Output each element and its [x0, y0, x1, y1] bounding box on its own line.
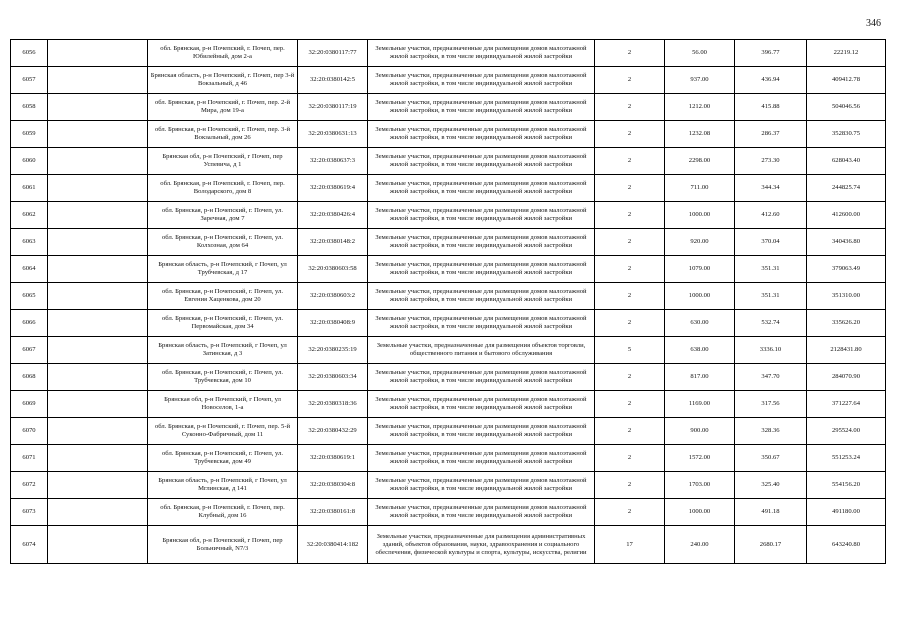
address-cell: Брянская обл, р-н Почепский, г Почеп, пер Больничный, N7/3	[148, 526, 298, 564]
empty-cell	[48, 391, 148, 418]
table-row	[11, 148, 886, 175]
address-cell: Брянская область, р-н Почепский, г. Почеп, пер 3-й Вокзальный, д 46	[148, 67, 298, 94]
cadastral-value-cell: 335626.20	[807, 310, 886, 337]
row-number: 6063	[11, 229, 48, 256]
cadastral-number-cell: 32:20:0380426:4	[298, 202, 368, 229]
area-cell: 1703.00	[665, 472, 735, 499]
cadastral-value-cell: 551253.24	[807, 445, 886, 472]
cadastral-number-cell: 32:20:0380148:2	[298, 229, 368, 256]
address-cell: Брянская обл, р-н Почепский, г Почеп, пер Успевича, д 1	[148, 148, 298, 175]
cadastral-value-cell: 504046.56	[807, 94, 886, 121]
land-use-cell: Земельные участки, предназначенные для размещения домов малоэтажной жилой застройки, в том числе индивидуальной жилой застройки	[368, 364, 595, 391]
land-use-cell: Земельные участки, предназначенные для размещения объектов торговли, общественного питания и бытового обслуживания	[368, 337, 595, 364]
specific-value-cell: 491.18	[735, 499, 807, 526]
row-number: 6062	[11, 202, 48, 229]
specific-value-cell: 317.56	[735, 391, 807, 418]
land-use-cell: Земельные участки, предназначенные для размещения домов малоэтажной жилой застройки, в том числе индивидуальной жилой застройки	[368, 148, 595, 175]
group-cell: 2	[595, 175, 665, 202]
group-cell: 2	[595, 364, 665, 391]
specific-value-cell: 412.60	[735, 202, 807, 229]
empty-cell	[48, 256, 148, 283]
address-cell: обл. Брянская, р-н Почепский, г. Почеп, пер. Юбилейный, дом 2-а	[148, 40, 298, 67]
specific-value-cell: 351.31	[735, 283, 807, 310]
land-use-cell: Земельные участки, предназначенные для размещения домов малоэтажной жилой застройки, в том числе индивидуальной жилой застройки	[368, 67, 595, 94]
empty-cell	[48, 445, 148, 472]
empty-cell	[48, 202, 148, 229]
address-cell: обл. Брянская, р-н Почепский, г. Почеп, пер. Володарского, дом 8	[148, 175, 298, 202]
empty-cell	[48, 526, 148, 564]
group-cell: 2	[595, 418, 665, 445]
land-use-cell: Земельные участки, предназначенные для размещения домов малоэтажной жилой застройки, в том числе индивидуальной жилой застройки	[368, 418, 595, 445]
table-row	[11, 472, 886, 499]
row-number: 6067	[11, 337, 48, 364]
empty-cell	[48, 121, 148, 148]
group-cell: 2	[595, 499, 665, 526]
cadastral-value-cell: 409412.78	[807, 67, 886, 94]
land-use-cell: Земельные участки, предназначенные для размещения домов малоэтажной жилой застройки, в том числе индивидуальной жилой застройки	[368, 472, 595, 499]
cadastral-number-cell: 32:20:0380142:5	[298, 67, 368, 94]
cadastral-number-cell: 32:20:0380414:182	[298, 526, 368, 564]
table-row	[11, 526, 886, 564]
table-row	[11, 121, 886, 148]
cadastral-value-cell: 412600.00	[807, 202, 886, 229]
row-number: 6066	[11, 310, 48, 337]
group-cell: 2	[595, 148, 665, 175]
group-cell: 2	[595, 94, 665, 121]
cadastral-number-cell: 32:20:0380117:77	[298, 40, 368, 67]
area-cell: 1000.00	[665, 202, 735, 229]
cadastral-value-cell: 295524.00	[807, 418, 886, 445]
specific-value-cell: 532.74	[735, 310, 807, 337]
specific-value-cell: 350.67	[735, 445, 807, 472]
land-use-cell: Земельные участки, предназначенные для размещения домов малоэтажной жилой застройки, в том числе индивидуальной жилой застройки	[368, 229, 595, 256]
area-cell: 711.00	[665, 175, 735, 202]
row-number: 6070	[11, 418, 48, 445]
empty-cell	[48, 94, 148, 121]
address-cell: обл. Брянская, р-н Почепский, г. Почеп, пер. Клубный, дом 16	[148, 499, 298, 526]
cadastral-value-cell: 284070.90	[807, 364, 886, 391]
cadastral-value-cell: 22219.12	[807, 40, 886, 67]
cadastral-number-cell: 32:20:0380603:58	[298, 256, 368, 283]
table-row	[11, 175, 886, 202]
table-row	[11, 364, 886, 391]
table-row	[11, 67, 886, 94]
specific-value-cell: 3336.10	[735, 337, 807, 364]
row-number: 6057	[11, 67, 48, 94]
group-cell: 2	[595, 445, 665, 472]
land-use-cell: Земельные участки, предназначенные для размещения домов малоэтажной жилой застройки, в том числе индивидуальной жилой застройки	[368, 121, 595, 148]
group-cell: 2	[595, 256, 665, 283]
row-number: 6068	[11, 364, 48, 391]
land-use-cell: Земельные участки, предназначенные для размещения домов малоэтажной жилой застройки, в том числе индивидуальной жилой застройки	[368, 310, 595, 337]
specific-value-cell: 328.36	[735, 418, 807, 445]
area-cell: 1079.00	[665, 256, 735, 283]
area-cell: 56.00	[665, 40, 735, 67]
cadastral-value-cell: 2128431.80	[807, 337, 886, 364]
address-cell: Брянская обл, р-н Почепский, г Почеп, ул Новоселов, 1-а	[148, 391, 298, 418]
table-row	[11, 445, 886, 472]
row-number: 6065	[11, 283, 48, 310]
area-cell: 1169.00	[665, 391, 735, 418]
land-use-cell: Земельные участки, предназначенные для размещения домов малоэтажной жилой застройки, в том числе индивидуальной жилой застройки	[368, 175, 595, 202]
table-row	[11, 283, 886, 310]
cadastral-value-table	[10, 39, 886, 564]
empty-cell	[48, 310, 148, 337]
land-use-cell: Земельные участки, предназначенные для размещения домов малоэтажной жилой застройки, в том числе индивидуальной жилой застройки	[368, 40, 595, 67]
cadastral-number-cell: 32:20:0380637:3	[298, 148, 368, 175]
cadastral-number-cell: 32:20:0380318:36	[298, 391, 368, 418]
specific-value-cell: 351.31	[735, 256, 807, 283]
address-cell: обл. Брянская, р-н Почепский, г. Почеп, ул. Заречная, дом 7	[148, 202, 298, 229]
address-cell: Брянская область, р-н Почепский, г Почеп, ул Затинская, д 3	[148, 337, 298, 364]
row-number: 6059	[11, 121, 48, 148]
empty-cell	[48, 364, 148, 391]
table-row	[11, 499, 886, 526]
cadastral-number-cell: 32:20:0380432:29	[298, 418, 368, 445]
land-use-cell: Земельные участки, предназначенные для размещения домов малоэтажной жилой застройки, в том числе индивидуальной жилой застройки	[368, 94, 595, 121]
address-cell: обл. Брянская, р-н Почепский, г. Почеп, пер. 5-й Суконно-Фабричный, дом 11	[148, 418, 298, 445]
specific-value-cell: 436.94	[735, 67, 807, 94]
cadastral-number-cell: 32:20:0380235:19	[298, 337, 368, 364]
empty-cell	[48, 148, 148, 175]
cadastral-value-cell: 643240.80	[807, 526, 886, 564]
table-row	[11, 229, 886, 256]
table-row	[11, 40, 886, 67]
land-use-cell: Земельные участки, предназначенные для размещения домов малоэтажной жилой застройки, в том числе индивидуальной жилой застройки	[368, 283, 595, 310]
cadastral-number-cell: 32:20:0380408:9	[298, 310, 368, 337]
group-cell: 2	[595, 202, 665, 229]
empty-cell	[48, 175, 148, 202]
cadastral-value-cell: 379063.49	[807, 256, 886, 283]
row-number: 6064	[11, 256, 48, 283]
cadastral-value-cell: 351310.00	[807, 283, 886, 310]
table-row	[11, 391, 886, 418]
cadastral-number-cell: 32:20:0380161:8	[298, 499, 368, 526]
land-use-cell: Земельные участки, предназначенные для размещения домов малоэтажной жилой застройки, в том числе индивидуальной жилой застройки	[368, 445, 595, 472]
specific-value-cell: 2680.17	[735, 526, 807, 564]
group-cell: 2	[595, 40, 665, 67]
row-number: 6061	[11, 175, 48, 202]
land-use-cell: Земельные участки, предназначенные для размещения домов малоэтажной жилой застройки, в том числе индивидуальной жилой застройки	[368, 499, 595, 526]
area-cell: 2298.00	[665, 148, 735, 175]
area-cell: 817.00	[665, 364, 735, 391]
area-cell: 1232.08	[665, 121, 735, 148]
empty-cell	[48, 67, 148, 94]
row-number: 6060	[11, 148, 48, 175]
cadastral-value-cell: 340436.80	[807, 229, 886, 256]
address-cell: обл. Брянская, р-н Почепский, г. Почеп, ул. Трубчевская, дом 10	[148, 364, 298, 391]
row-number: 6071	[11, 445, 48, 472]
land-use-cell: Земельные участки, предназначенные для размещения административных зданий, объектов образования, науки, здравоохранения и социального обеспечения, физической культуры и спорта, культуры, искусства, религии	[368, 526, 595, 564]
row-number: 6058	[11, 94, 48, 121]
address-cell: обл. Брянская, р-н Почепский, г. Почеп, пер. 2-й Мира, дом 19-а	[148, 94, 298, 121]
address-cell: обл. Брянская, р-н Почепский, г. Почеп, ул. Первомайская, дом 34	[148, 310, 298, 337]
address-cell: обл. Брянская, р-н Почепский, г. Почеп, ул. Колхозная, дом 64	[148, 229, 298, 256]
area-cell: 240.00	[665, 526, 735, 564]
group-cell: 2	[595, 67, 665, 94]
row-number: 6069	[11, 391, 48, 418]
area-cell: 1000.00	[665, 499, 735, 526]
cadastral-value-cell: 244825.74	[807, 175, 886, 202]
empty-cell	[48, 283, 148, 310]
address-cell: Брянская область, р-н Почепский, г Почеп, ул Трубчевская, д 17	[148, 256, 298, 283]
address-cell: обл. Брянская, р-н Почепский, г. Почеп, ул. Евгения Хаценкова, дом 20	[148, 283, 298, 310]
cadastral-value-cell: 554156.20	[807, 472, 886, 499]
group-cell: 2	[595, 391, 665, 418]
cadastral-number-cell: 32:20:0380631:13	[298, 121, 368, 148]
group-cell: 5	[595, 337, 665, 364]
group-cell: 2	[595, 310, 665, 337]
cadastral-number-cell: 32:20:0380603:34	[298, 364, 368, 391]
empty-cell	[48, 40, 148, 67]
table-row	[11, 94, 886, 121]
row-number: 6074	[11, 526, 48, 564]
empty-cell	[48, 418, 148, 445]
group-cell: 2	[595, 472, 665, 499]
cadastral-value-cell: 491180.00	[807, 499, 886, 526]
cadastral-number-cell: 32:20:0380304:8	[298, 472, 368, 499]
area-cell: 937.00	[665, 67, 735, 94]
empty-cell	[48, 337, 148, 364]
specific-value-cell: 325.40	[735, 472, 807, 499]
cadastral-value-cell: 352830.75	[807, 121, 886, 148]
specific-value-cell: 370.04	[735, 229, 807, 256]
address-cell: обл. Брянская, р-н Почепский, г. Почеп, пер. 3-й Вокзальный, дом 26	[148, 121, 298, 148]
cadastral-number-cell: 32:20:0380117:19	[298, 94, 368, 121]
specific-value-cell: 396.77	[735, 40, 807, 67]
cadastral-number-cell: 32:20:0380619:4	[298, 175, 368, 202]
cadastral-number-cell: 32:20:0380603:2	[298, 283, 368, 310]
area-cell: 1572.00	[665, 445, 735, 472]
row-number: 6056	[11, 40, 48, 67]
empty-cell	[48, 472, 148, 499]
land-use-cell: Земельные участки, предназначенные для размещения домов малоэтажной жилой застройки, в том числе индивидуальной жилой застройки	[368, 256, 595, 283]
land-use-cell: Земельные участки, предназначенные для размещения домов малоэтажной жилой застройки, в том числе индивидуальной жилой застройки	[368, 202, 595, 229]
area-cell: 900.00	[665, 418, 735, 445]
area-cell: 630.00	[665, 310, 735, 337]
area-cell: 638.00	[665, 337, 735, 364]
empty-cell	[48, 499, 148, 526]
row-number: 6073	[11, 499, 48, 526]
specific-value-cell: 415.88	[735, 94, 807, 121]
table-body	[11, 40, 886, 564]
group-cell: 2	[595, 283, 665, 310]
specific-value-cell: 344.34	[735, 175, 807, 202]
table-row	[11, 418, 886, 445]
table-row	[11, 256, 886, 283]
table-row	[11, 337, 886, 364]
area-cell: 920.00	[665, 229, 735, 256]
cadastral-value-cell: 628043.40	[807, 148, 886, 175]
table-row	[11, 310, 886, 337]
specific-value-cell: 286.37	[735, 121, 807, 148]
group-cell: 2	[595, 121, 665, 148]
specific-value-cell: 347.70	[735, 364, 807, 391]
specific-value-cell: 273.30	[735, 148, 807, 175]
address-cell: Брянская область, р-н Почепский, г Почеп, ул Мглинская, д 141	[148, 472, 298, 499]
page-number: 346	[866, 18, 881, 29]
land-use-cell: Земельные участки, предназначенные для размещения домов малоэтажной жилой застройки, в том числе индивидуальной жилой застройки	[368, 391, 595, 418]
address-cell: обл. Брянская, р-н Почепский, г. Почеп, ул. Трубчевская, дом 49	[148, 445, 298, 472]
area-cell: 1212.00	[665, 94, 735, 121]
cadastral-number-cell: 32:20:0380619:1	[298, 445, 368, 472]
empty-cell	[48, 229, 148, 256]
group-cell: 2	[595, 229, 665, 256]
area-cell: 1000.00	[665, 283, 735, 310]
group-cell: 17	[595, 526, 665, 564]
cadastral-value-cell: 371227.64	[807, 391, 886, 418]
table-row	[11, 202, 886, 229]
row-number: 6072	[11, 472, 48, 499]
